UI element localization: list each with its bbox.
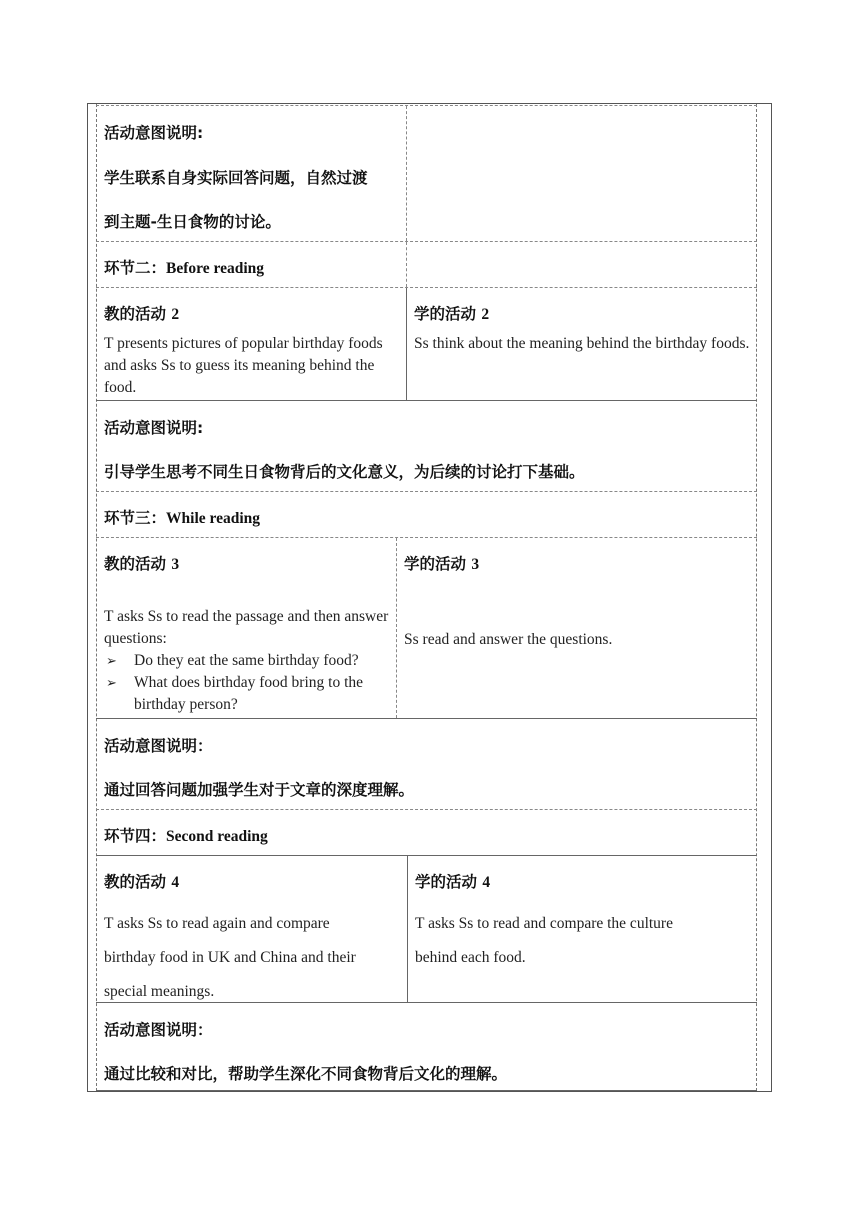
purpose-text-line2: 到主题-生日食物的讨论。 bbox=[104, 213, 281, 231]
stage3-title: 环节三：While reading bbox=[104, 509, 261, 527]
row-purpose-1 bbox=[96, 105, 757, 241]
arrowhead-bullet-icon: ➢ bbox=[106, 653, 117, 668]
teacher-activity-2-label: 教的活动 2 bbox=[104, 305, 180, 323]
row-stage3-activities bbox=[96, 537, 757, 718]
row-stage4-purpose bbox=[96, 1002, 757, 1090]
row-stage2-header bbox=[96, 241, 757, 287]
row-stage4-activities bbox=[96, 855, 757, 1002]
row-stage3-header bbox=[96, 491, 757, 537]
purpose-label: 活动意图说明: bbox=[104, 124, 204, 142]
purpose-label: 活动意图说明： bbox=[104, 737, 213, 755]
purpose-text: 通过比较和对比，帮助学生深化不同食物背后文化的理解。 bbox=[104, 1065, 508, 1083]
teacher-activity-3-label: 教的活动 3 bbox=[104, 555, 180, 573]
table-bottom-border bbox=[96, 1090, 757, 1091]
student-activity-4-text: T asks Ss to read and compare the culture behind each food. bbox=[415, 915, 673, 966]
purpose-text-line1: 学生联系自身实际回答问题，自然过渡 bbox=[104, 169, 368, 187]
stage2-title: 环节二：Before reading bbox=[104, 259, 265, 277]
student-activity-2-text: Ss think about the meaning behind the birthday foods. bbox=[414, 335, 750, 352]
purpose-label: 活动意图说明: bbox=[104, 419, 204, 437]
question-list bbox=[104, 650, 394, 716]
teacher-activity-2-text: T presents pictures of popular birthday foods and asks Ss to guess its meaning behind the food. bbox=[104, 335, 383, 396]
purpose-text: 引导学生思考不同生日食物背后的文化意义，为后续的讨论打下基础。 bbox=[104, 463, 585, 481]
purpose-text: 通过回答问题加强学生对于文章的深度理解。 bbox=[104, 781, 415, 799]
list-item: ➢ What does birthday food bring to the birthday person? bbox=[106, 674, 364, 713]
row-stage4-header bbox=[96, 809, 757, 855]
student-activity-4-label: 学的活动 4 bbox=[415, 873, 491, 891]
teacher-activity-4-label: 教的活动 4 bbox=[104, 873, 180, 891]
row-stage2-purpose bbox=[96, 400, 757, 491]
student-activity-3-label: 学的活动 3 bbox=[404, 555, 480, 573]
row-stage3-purpose bbox=[96, 718, 757, 809]
student-activity-2-label: 学的活动 2 bbox=[414, 305, 490, 323]
stage4-title: 环节四：Second reading bbox=[104, 827, 268, 845]
teacher-activity-3-instruction: T asks Ss to read the passage and then answer questions: bbox=[104, 608, 389, 647]
row-stage2-activities bbox=[96, 287, 757, 400]
teacher-activity-4-text: T asks Ss to read again and compare birthday food in UK and China and their special meanings. bbox=[104, 915, 356, 1000]
purpose-label: 活动意图说明： bbox=[104, 1021, 213, 1039]
list-item: ➢ Do they eat the same birthday food? bbox=[104, 650, 394, 672]
teacher-activity-3-text bbox=[104, 606, 394, 716]
student-activity-3-text: Ss read and answer the questions. bbox=[404, 631, 613, 648]
arrowhead-bullet-icon: ➢ bbox=[106, 675, 117, 690]
